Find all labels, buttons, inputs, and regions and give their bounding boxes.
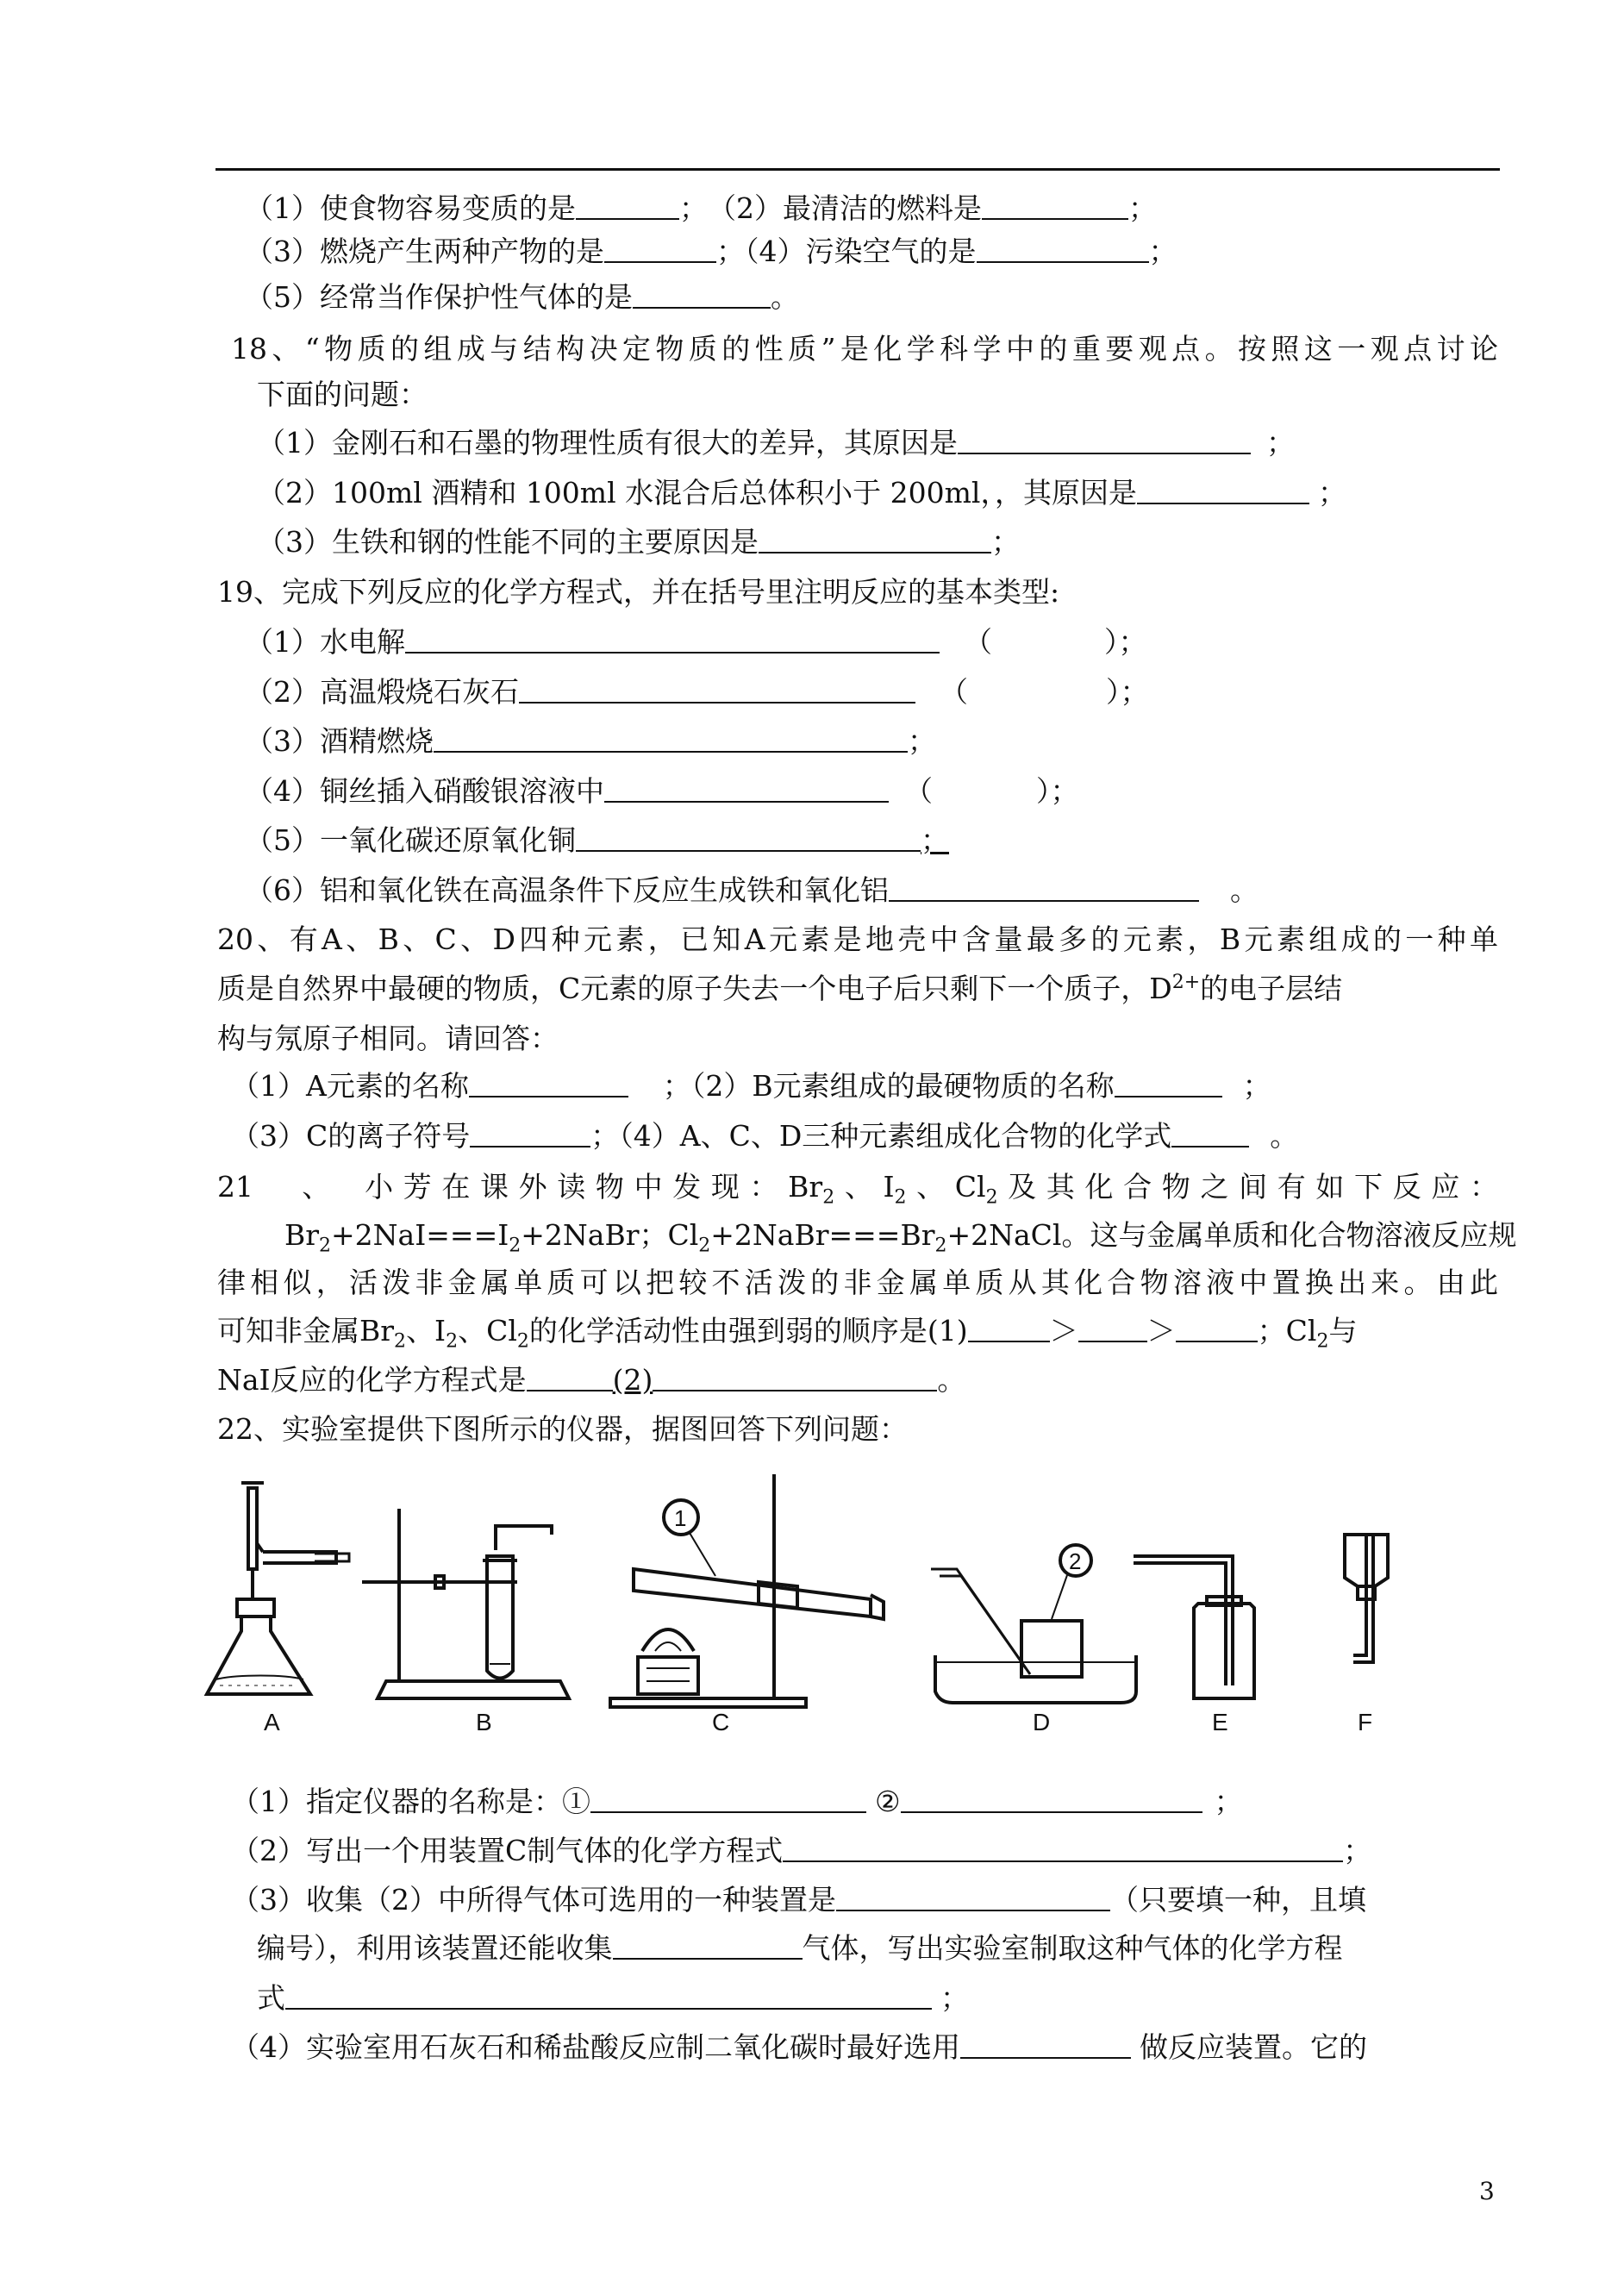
label-d: D xyxy=(1033,1709,1051,1735)
answer-blank[interactable] xyxy=(968,1315,1050,1342)
answer-blank[interactable] xyxy=(576,192,679,220)
answer-blank[interactable] xyxy=(783,1835,1343,1862)
q19-sub-4: （4）铜丝插入硝酸银溶液中 （ ）； xyxy=(245,774,1079,808)
q19-sub-5: （5）一氧化碳还原氧化铜 ； xyxy=(245,823,949,857)
answer-blank[interactable] xyxy=(1176,1315,1258,1342)
apparatus-figure xyxy=(0,1448,1624,1742)
q22-sub-3a: （3）收集（2）中所得气体可选用的一种装置是 （只要填一种，且填 xyxy=(231,1883,1366,1917)
q18-sub-3: （3）生铁和钢的性能不同的主要原因是 ； xyxy=(257,525,1020,559)
label-f: F xyxy=(1358,1709,1373,1735)
answer-blank[interactable] xyxy=(405,626,940,653)
answer-blank[interactable] xyxy=(519,676,915,704)
apparatus-c xyxy=(610,1474,884,1707)
q18-stem-line-1: 18、“物质的组成与结构决定物质的性质”是化学科学中的重要观点。按照这一观点讨论 xyxy=(231,332,1498,366)
answer-blank[interactable] xyxy=(977,235,1149,263)
q22-sub-4: （4）实验室用石灰石和稀盐酸反应制二氧化碳时最好选用 做反应装置。它的 xyxy=(231,2030,1367,2064)
page-number: 3 xyxy=(1479,2177,1495,2205)
answer-blank[interactable] xyxy=(653,1364,937,1391)
apparatus-f xyxy=(1345,1533,1388,1662)
q17-line-1: （1）使食物容易变质的是 ； （2）最清洁的燃料是 ； xyxy=(245,191,1157,225)
circle-label-1: 1 xyxy=(674,1505,687,1531)
q20-line-1: 20、有A、B、C、D四种元素，已知A元素是地壳中含量最多的元素，B元素组成的一种单 xyxy=(217,922,1498,956)
q17-line-2: （3）燃烧产生两种产物的是 ；（4）污染空气的是 ； xyxy=(245,235,1177,268)
answer-blank[interactable] xyxy=(958,427,1251,454)
answer-blank[interactable] xyxy=(604,775,889,803)
answer-blank[interactable] xyxy=(285,1982,932,2010)
label-b: B xyxy=(476,1709,492,1735)
q22-sub-2: （2）写出一个用装置C制气体的化学方程式 ； xyxy=(231,1834,1372,1867)
answer-blank[interactable] xyxy=(836,1884,1110,1911)
q22-sub-1: （1）指定仪器的名称是：① ② ； xyxy=(231,1785,1243,1818)
header-rule xyxy=(215,168,1500,171)
label-c: C xyxy=(712,1709,730,1735)
q19-sub-6: （6）铝和氧化铁在高温条件下反应生成铁和氧化铝 。 xyxy=(245,873,1259,907)
q22-stem: 22、实验室提供下图所示的仪器，据图回答下列问题： xyxy=(217,1412,908,1446)
answer-blank[interactable] xyxy=(982,192,1128,220)
answer-blank[interactable] xyxy=(901,1785,1202,1813)
answer-blank[interactable] xyxy=(759,526,991,553)
answer-blank[interactable] xyxy=(470,1120,590,1148)
q20-line-3: 构与氖原子相同。请回答： xyxy=(217,1022,559,1055)
apparatus-d xyxy=(931,1545,1136,1703)
q19-stem: 19、完成下列反应的化学方程式，并在括号里注明反应的基本类型: xyxy=(217,575,1060,609)
answer-blank[interactable] xyxy=(527,1364,613,1391)
circle-label-2: 2 xyxy=(1069,1548,1082,1574)
answer-blank[interactable] xyxy=(1078,1315,1147,1342)
apparatus-e xyxy=(1134,1556,1254,1698)
q21-line-1: 21 、 小芳在课外读物中发现：$Br_2$、$I_2$、$Cl_2$及其化合物之间有如下反应： xyxy=(217,1170,1498,1209)
q21-line-3: 律相似，活泼非金属单质可以把较不活泼的非金属单质从其化合物溶液中置换出来。由此 xyxy=(217,1266,1498,1299)
answer-blank[interactable] xyxy=(469,1070,628,1097)
q18-sub-2: （2）100ml 酒精和 100ml 水混合后总体积小于 200ml，，其原因是 ； xyxy=(257,476,1346,510)
q19-sub-3: （3）酒精燃烧 ； xyxy=(245,724,936,758)
answer-blank[interactable] xyxy=(1137,477,1309,504)
answer-blank[interactable] xyxy=(889,874,1199,902)
q21-line-5: NaI反应的化学方程式是 (2) 。 xyxy=(217,1363,966,1397)
answer-blank[interactable] xyxy=(434,725,908,753)
label-a: A xyxy=(264,1709,280,1735)
q18-sub-1: （1）金刚石和石墨的物理性质有很大的差异，其原因是 ； xyxy=(257,426,1295,460)
q17-line-3: （5）经常当作保护性气体的是 。 xyxy=(245,280,799,314)
apparatus-b xyxy=(362,1509,569,1698)
q18-stem-line-2: 下面的问题： xyxy=(257,378,428,411)
q20-line-2: 质是自然界中最硬的物质，C元素的原子失去一个电子后只剩下一个质子，$D^{2+}$的电子层结 xyxy=(217,972,1343,1005)
q21-line-2: $Br_2+2NaI===I_2+2NaBr$；$Cl_2+2NaBr===Br_2+2NaCl$。这与金属单质和化合物溶液反应规 xyxy=(284,1218,1517,1257)
answer-blank[interactable] xyxy=(633,281,771,309)
answer-blank[interactable] xyxy=(590,1785,866,1813)
q19-sub-1: （1）水电解 （ ）； xyxy=(245,625,1147,659)
answer-blank[interactable] xyxy=(576,824,921,852)
q19-sub-2: （2）高温煅烧石灰石 （ ）； xyxy=(245,675,1149,709)
q21-line-4: 可知非金属$Br_2$、$I_2$、$Cl_2$的化学活动性由强到弱的顺序是(1) ＞ ＞ ；$Cl_2$与 xyxy=(217,1314,1358,1353)
q20-sub-1: （1）A元素的名称 ；（2）B元素组成的最硬物质的名称 ； xyxy=(231,1069,1271,1103)
answer-blank[interactable] xyxy=(613,1932,803,1960)
answer-blank[interactable] xyxy=(604,235,716,263)
label-e: E xyxy=(1212,1709,1228,1735)
answer-blank[interactable] xyxy=(960,2031,1131,2059)
answer-blank[interactable] xyxy=(1115,1070,1222,1097)
apparatus-a xyxy=(207,1483,349,1694)
q22-sub-3b: 编号），利用该装置还能收集 气体，写出实验室制取这种气体的化学方程 xyxy=(257,1931,1343,1965)
q20-sub-2: （3）C的离子符号 ；（4）A、C、D三种元素组成化合物的化学式 。 xyxy=(231,1119,1299,1153)
q22-sub-3c: 式 ； xyxy=(257,1981,969,2015)
answer-blank[interactable] xyxy=(1171,1120,1249,1148)
